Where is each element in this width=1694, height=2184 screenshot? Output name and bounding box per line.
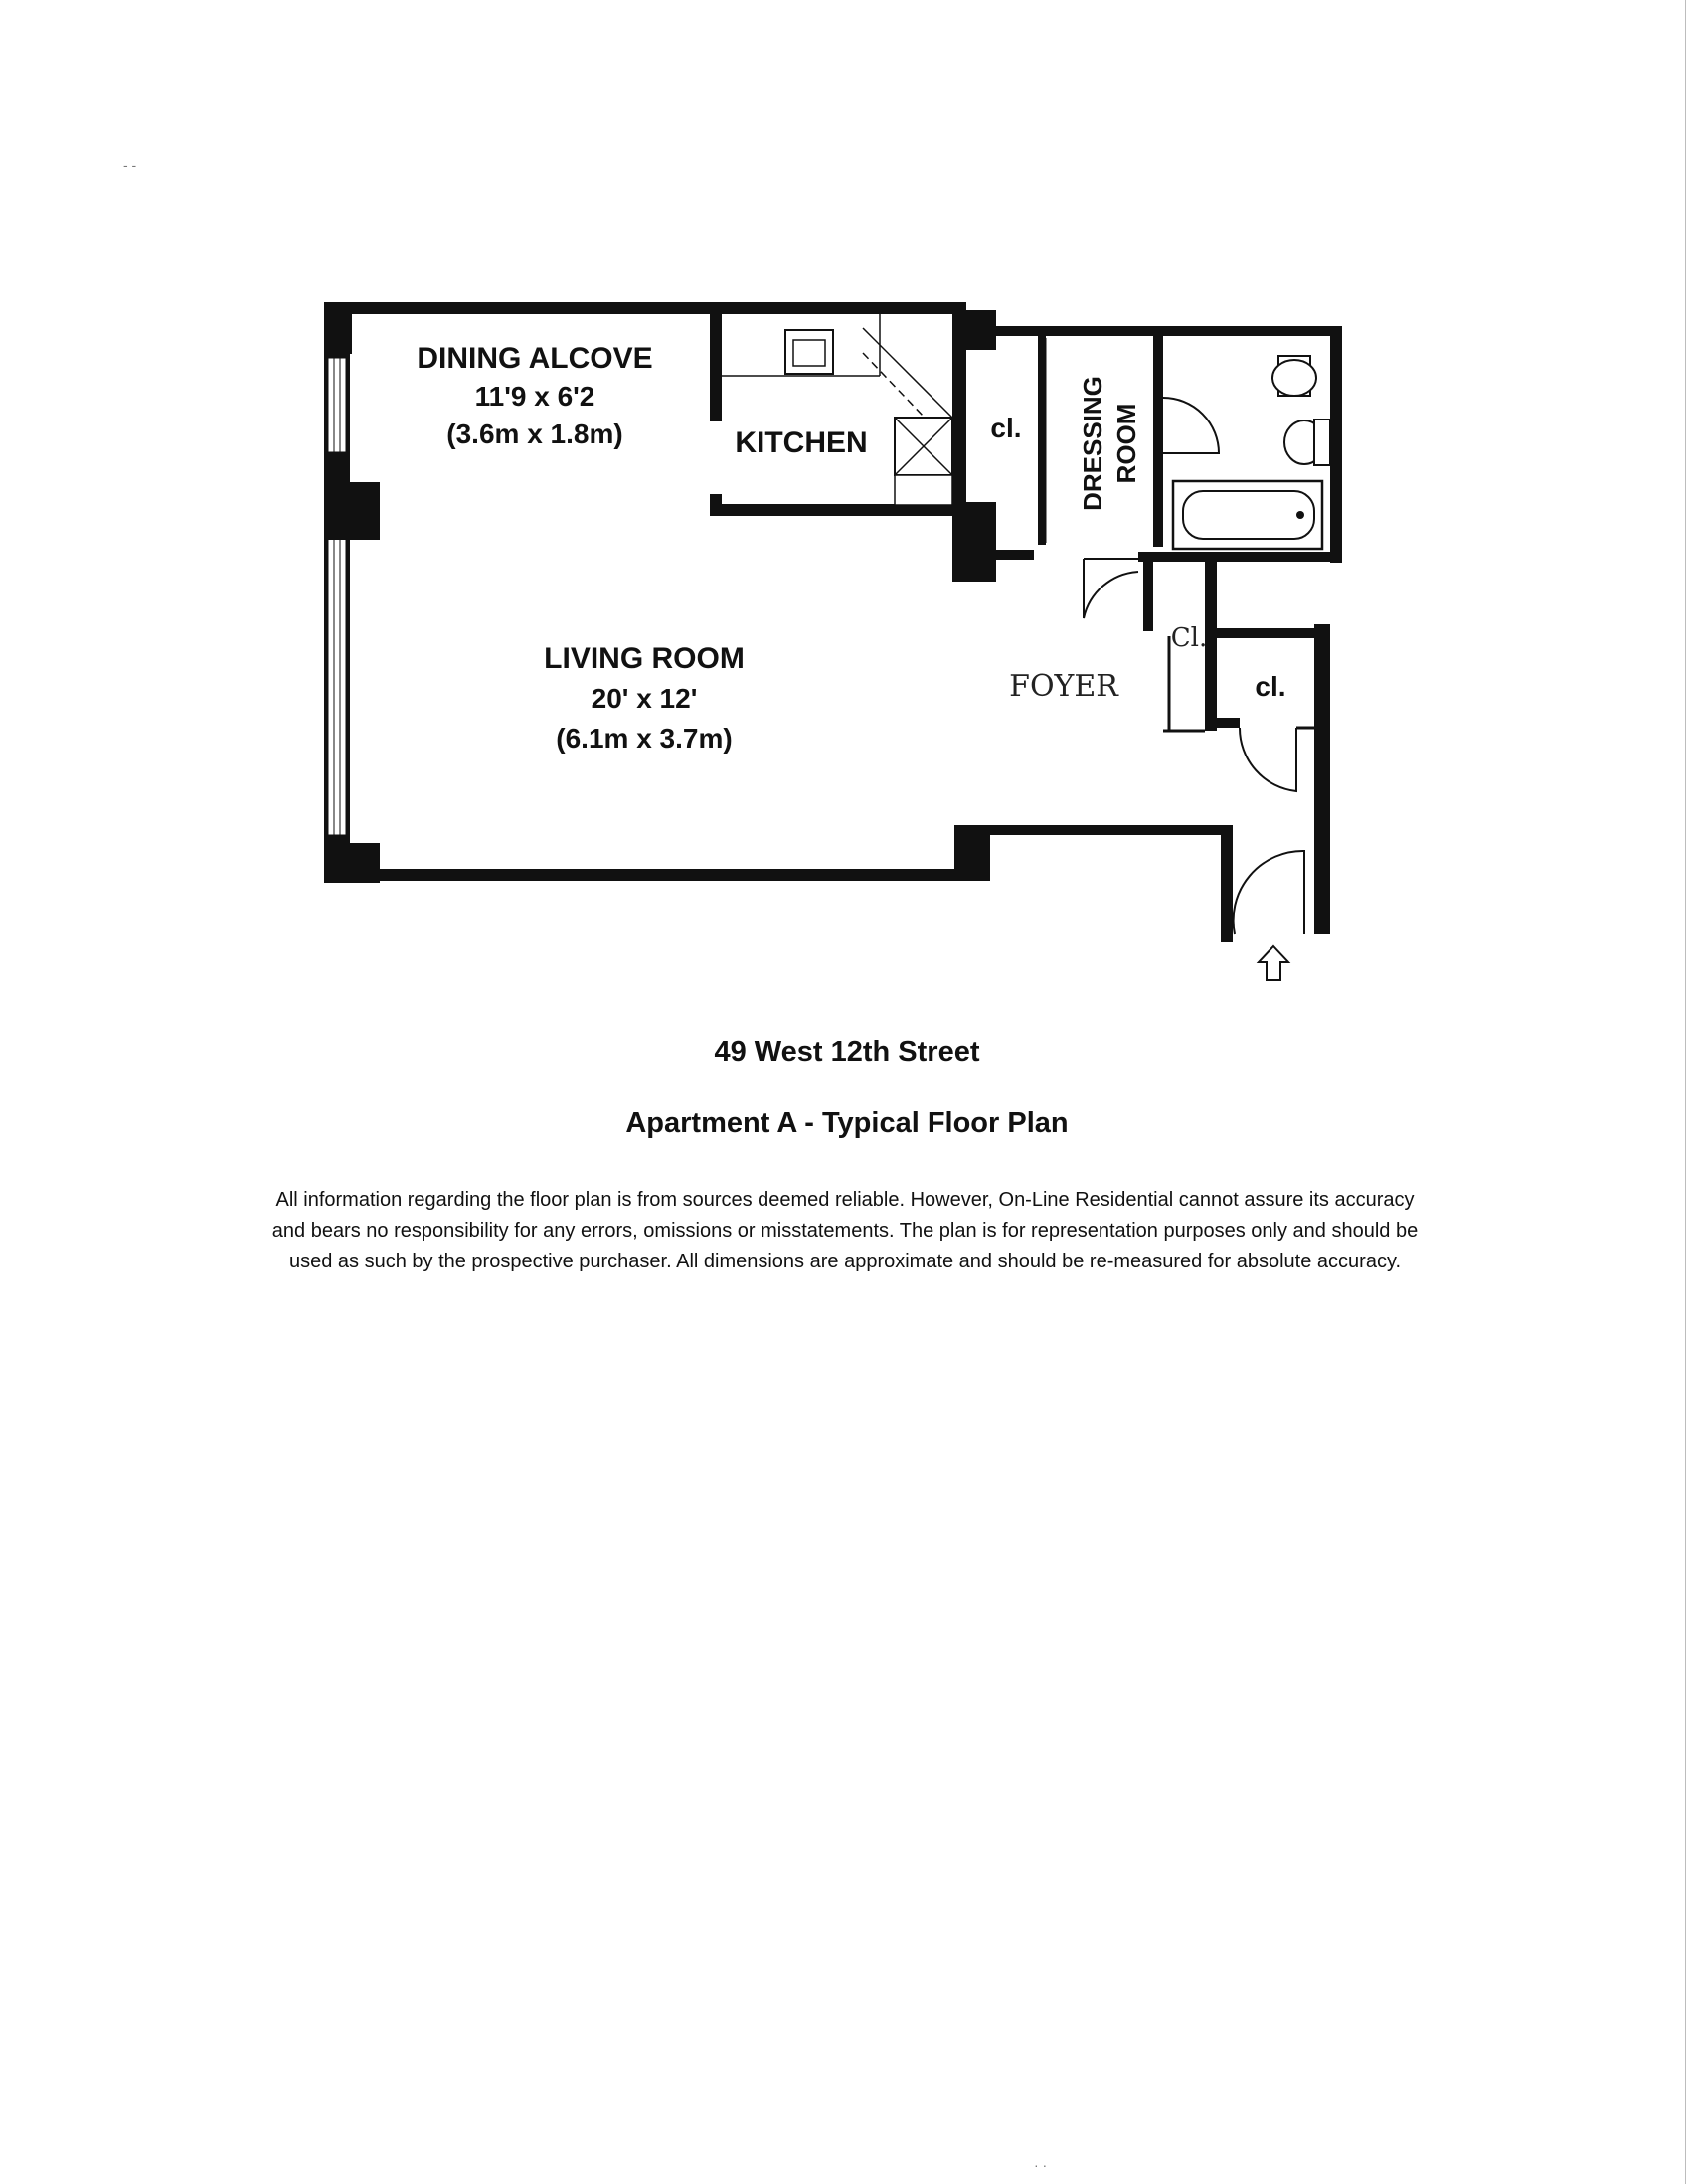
north-wall	[324, 302, 965, 314]
dining-alcove-dim-m: (3.6m x 1.8m)	[446, 419, 623, 449]
closet-door-swing	[1240, 728, 1296, 791]
right-closet-label: cl.	[1255, 671, 1286, 702]
north-wall-east	[994, 326, 1340, 336]
plan-title: Apartment A - Typical Floor Plan	[625, 1107, 1069, 1139]
scan-speck: - -	[123, 157, 137, 173]
dining-alcove-label: DINING ALCOVE	[417, 342, 653, 375]
foyer-closet-wall	[1143, 557, 1153, 631]
entry-west-wall	[1221, 825, 1233, 942]
bath-south-wall	[1138, 552, 1341, 562]
window-glazing	[328, 358, 346, 835]
south-wall	[324, 869, 985, 881]
east-wall	[1314, 624, 1330, 934]
sink-basin-icon	[1284, 420, 1330, 465]
kitchen-south-wall	[710, 504, 958, 516]
scan-speck: · ·	[1034, 2157, 1048, 2173]
disclaimer-line: All information regarding the floor plan is from sources deemed reliable. However, On-Line Residential cannot assure its accuracy	[275, 1189, 1415, 1211]
foyer-label: FOYER	[1009, 669, 1118, 704]
bath-door-swing	[1163, 398, 1219, 453]
entry-north-wall	[954, 825, 1233, 835]
entry-arrow-icon	[1259, 946, 1288, 980]
floor-plan-diagram	[0, 0, 1694, 994]
kitchen-counter	[722, 314, 952, 505]
closet-north-wall	[1217, 628, 1328, 638]
toilet-icon	[1272, 356, 1316, 396]
column-pier	[324, 482, 380, 540]
dressing-room-label-line2: ROOM	[1111, 403, 1141, 484]
kitchen-west-wall	[710, 312, 722, 421]
kitchen-east-wall	[952, 302, 966, 516]
dining-alcove-dim-ft: 11'9 x 6'2	[474, 381, 595, 412]
living-room-label: LIVING ROOM	[544, 642, 745, 675]
dressing-door-swing	[1084, 559, 1138, 618]
disclaimer-line: used as such by the prospective purchaser. All dimensions are approximate and should be re-measured for absolute accuracy.	[288, 1251, 1402, 1272]
foyer-closet-label: Cl.	[1170, 623, 1208, 653]
dressing-south-wall	[994, 550, 1034, 560]
closet-label: cl.	[990, 413, 1022, 443]
sink-icon	[785, 330, 833, 374]
pier-closet-bottom	[952, 502, 996, 582]
dressing-room-label-line1: DRESSING	[1078, 376, 1107, 511]
disclaimer-text	[179, 1185, 1511, 1277]
entry-door-swing	[1234, 851, 1304, 934]
kitchen-label: KITCHEN	[735, 426, 868, 459]
address-title: 49 West 12th Street	[714, 1036, 980, 1068]
disclaimer-line: and bears no responsibility for any errors, omissions or misstatements. The plan is for representation purposes only and should be	[271, 1220, 1419, 1242]
living-room-dim-ft: 20' x 12'	[591, 683, 698, 714]
pier-kitchen-closet	[966, 310, 996, 350]
dressing-east-wall	[1153, 336, 1163, 547]
living-room-dim-m: (6.1m x 3.7m)	[556, 723, 733, 754]
closet-south-wall	[1205, 718, 1240, 728]
bath-east-wall	[1330, 326, 1342, 563]
bathtub-icon	[1173, 481, 1322, 549]
